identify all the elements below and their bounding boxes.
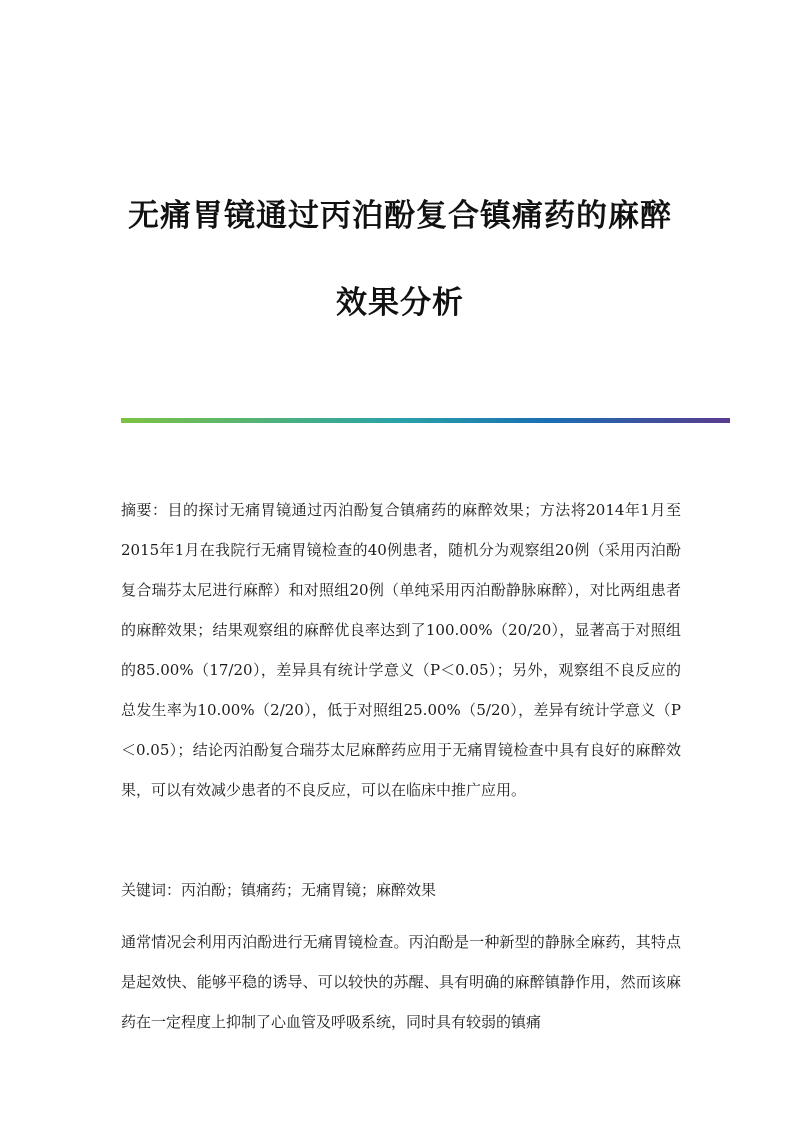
paper-title-line-1: 无痛胃镜通过丙泊酚复合镇痛药的麻醉 bbox=[128, 198, 672, 234]
gradient-divider bbox=[121, 418, 730, 423]
intro-paragraph: 通常情况会利用丙泊酚进行无痛胃镜检查。丙泊酚是一种新型的静脉全麻药，其特点是起效快、能够平稳的诱导、可以较快的苏醒、具有明确的麻醉镇静作用，然而该麻药在一定程度上抑制了心血管及呼吸系统，同时具有较弱的镇痛 bbox=[121, 933, 681, 1031]
paper-title-line-2: 效果分析 bbox=[336, 285, 464, 321]
abstract-paragraph: 摘要：目的探讨无痛胃镜通过丙泊酚复合镇痛药的麻醉效果；方法将2014年1月至2015年1月在我院行无痛胃镜检查的40例患者，随机分为观察组20例（采用丙泊酚复合瑞芬太尼进行麻醉）和对照组20例（单纯采用丙泊酚静脉麻醉），对比两组患者的麻醉效果；结果观察组的麻醉优良率达到了100.00%（20/20），显著高于对照组的85.00%（17/20），差异具有统计学意义（P＜0.05）；另外，观察组不良反应的总发生率为10.00%（2/20），低于对照组25.00%（5/20），差异有统计学意义（P＜0.05）；结论丙泊酚复合瑞芬太尼麻醉药应用于无痛胃镜检查中具有良好的麻醉效果，可以有效减少患者的不良反应，可以在临床中推广应用。 bbox=[121, 501, 681, 799]
keywords-line: 关键词：丙泊酚；镇痛药；无痛胃镜；麻醉效果 bbox=[121, 881, 437, 899]
